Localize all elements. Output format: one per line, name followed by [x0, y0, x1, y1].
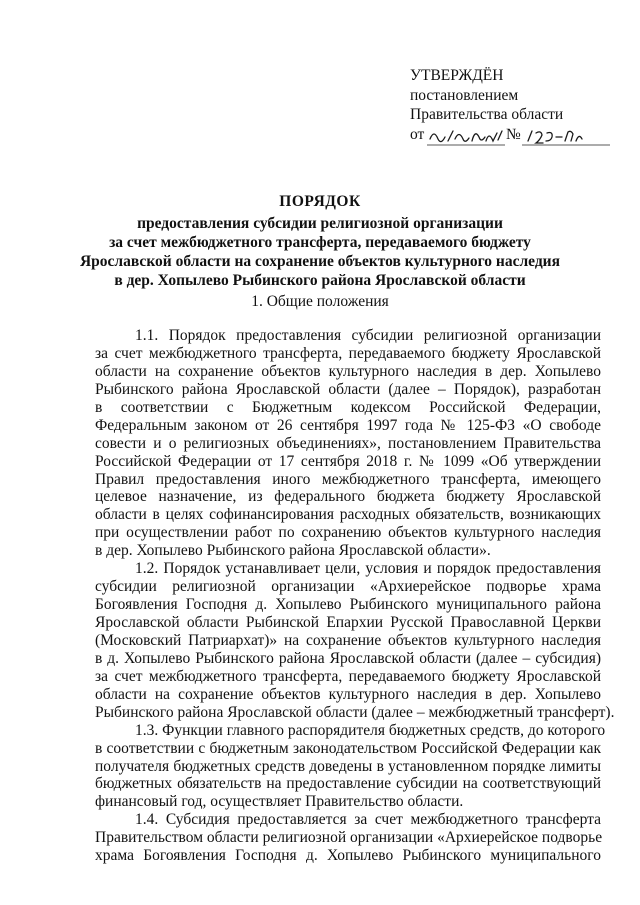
- body-text-line: в соответствии с Бюджетным кодексом Российской Федерации,: [95, 398, 601, 416]
- body-text-line: финансовый год, осуществляет Правительство области.: [95, 793, 464, 811]
- subtitle-line: за счет межбюджетного трансферта, передаваемого бюджету: [109, 234, 531, 251]
- approval-line-resolution: постановлением: [410, 86, 519, 104]
- body-text-line: области на сохранение объектов культурного наследия в дер. Хопылево: [95, 685, 601, 703]
- subtitle-line: в дер. Хопылево Рыбинского района Ярославской области: [114, 272, 526, 289]
- body-text-line: Российской Федерации от 17 сентября 2018 г. № 1099 «Об утверждении: [95, 452, 601, 470]
- body-text-line: Правил предоставления иного межбюджетного трансферта, имеющего: [95, 470, 601, 488]
- body-text-line: при осуществлении работ по сохранению объектов культурного наследия: [95, 524, 601, 542]
- body-text-line: 1.2. Порядок устанавливает цели, условия и порядок предоставления: [135, 560, 601, 578]
- body-text-line: Федеральным законом от 26 сентября 1997 года № 125-ФЗ «О свободе: [95, 416, 601, 434]
- body-text-line: в дер. Хопылево Рыбинского района Ярославской области».: [95, 542, 491, 560]
- document-body: [95, 327, 615, 865]
- approval-line-government: Правительства области: [410, 106, 564, 123]
- body-text-line: 1.3. Функции главного распорядителя бюджетных средств, до которого: [135, 721, 606, 739]
- body-text-line: 1.1. Порядок предоставления субсидии религиозной организации: [135, 327, 601, 344]
- body-text-line: за счет межбюджетного трансферта, передаваемого бюджету Ярославской: [95, 344, 601, 362]
- body-text-line: субсидии религиозной организации «Архиерейское подворье храма: [95, 578, 601, 596]
- number-prefix: №: [506, 125, 521, 143]
- subtitle-line: Ярославской области на сохранение объектов культурного наследия: [79, 253, 560, 270]
- body-text-line: бюджетных обязательств на предоставление субсидии на соответствующий: [95, 775, 601, 793]
- body-text-line: Рыбинского района Ярославской области (далее – межбюджетный трансферт).: [95, 703, 615, 721]
- body-text-line: совести и о религиозных объединениях», постановлением Правительства: [95, 434, 601, 452]
- document-subtitle: [60, 214, 580, 290]
- body-text-line: в соответствии с бюджетным законодательством Российской Федерации как: [95, 739, 601, 757]
- body-text-line: целевое назначение, из федерального бюджета бюджету Ярославской: [95, 488, 601, 506]
- body-text-line: области на сохранение объектов культурного наследия в дер. Хопылево: [95, 362, 601, 380]
- subtitle-line: предоставления субсидии религиозной организации: [137, 215, 503, 232]
- approval-block: [410, 66, 625, 147]
- body-text-line: в д. Хопылево Рыбинского района Ярославской области (далее – субсидия): [95, 649, 601, 667]
- body-text-line: получателя бюджетных средств доведены в установленном порядке лимиты: [95, 757, 601, 775]
- section-heading: 1. Общие положения: [251, 293, 389, 310]
- body-text-line: Ярославской области Рыбинской Епархии Русской Православной Церкви: [95, 614, 601, 631]
- body-text-line: Правительством области религиозной организации «Архиерейское подворье: [95, 829, 603, 847]
- body-text-line: за счет межбюджетного трансферта, передаваемого бюджету Ярославской: [95, 667, 601, 685]
- approval-heading: УТВЕРЖДЁН: [410, 67, 504, 84]
- body-text-line: Богоявления Господня д. Хопылево Рыбинского муниципального района: [95, 596, 601, 614]
- document-title: ПОРЯДОК: [279, 193, 361, 210]
- body-text-line: 1.4. Субсидия предоставляется за счет межбюджетного трансферта: [135, 811, 601, 829]
- date-prefix: от: [410, 125, 425, 143]
- approval-date-number-line: [410, 125, 625, 147]
- body-text-line: Рыбинского района Ярославской области (далее – Порядок), разработан: [95, 380, 601, 398]
- body-text-line: храма Богоявления Господня д. Хопылево Рыбинского муниципального: [95, 847, 601, 865]
- body-text-line: (Московский Патриархат)» на сохранение объектов культурного наследия: [95, 631, 601, 649]
- body-text-line: области в целях софинансирования расходных обязательств, возникающих: [95, 506, 601, 524]
